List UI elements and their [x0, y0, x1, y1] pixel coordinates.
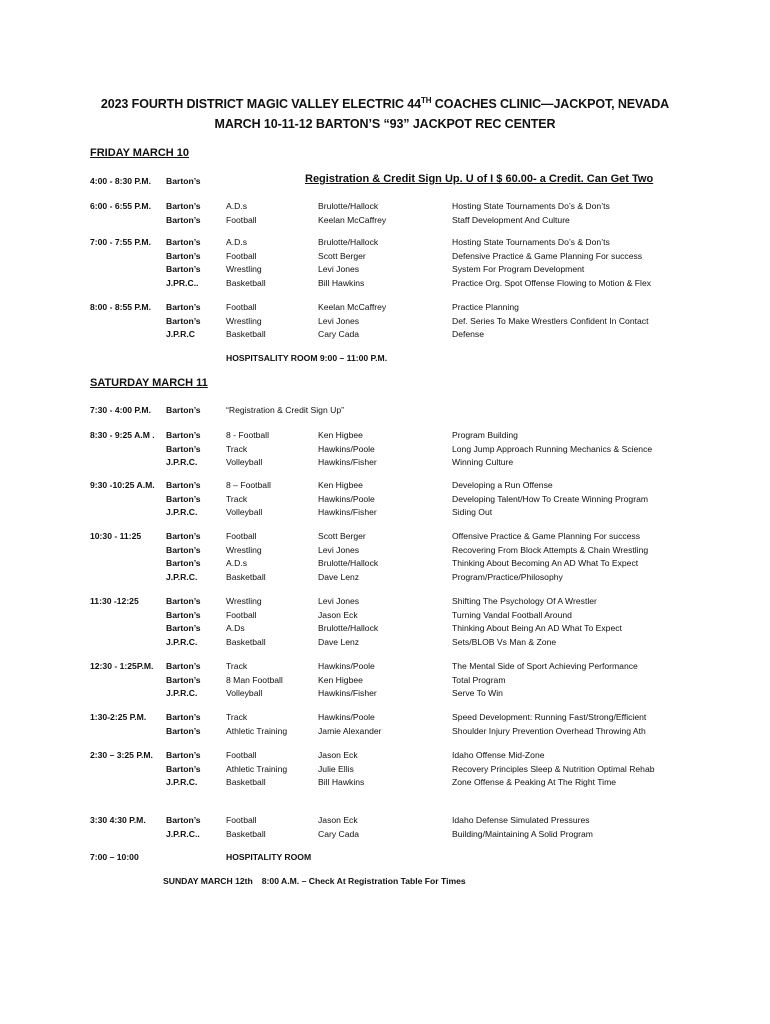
session-title: Shifting The Psychology Of A Wrestler [452, 596, 597, 606]
session-title: Hosting State Tournaments Do’s & Don’ts [452, 237, 610, 247]
friday-heading: FRIDAY MARCH 10 [90, 147, 190, 159]
session-topic-column [226, 301, 266, 342]
session-location: J.P.R.C.. [166, 828, 200, 839]
session-speaker: Hawkins/Poole [318, 443, 375, 454]
session-topic: Track [226, 661, 248, 671]
session-speaker: Julie Ellis [318, 763, 354, 774]
session-location: Barton’s [166, 493, 201, 504]
session-topic-column [226, 595, 266, 649]
saturday-heading: SATURDAY MARCH 11 [90, 377, 208, 389]
session-location: Barton’s [166, 674, 201, 685]
session-speaker: Hawkins/Fisher [318, 688, 377, 699]
session-speaker: Ken Higbee [318, 430, 363, 440]
session-time: 3:30 4:30 P.M. [90, 815, 146, 825]
session-speaker: Levi Jones [318, 264, 360, 275]
session-topic: A.D.s [226, 237, 248, 247]
session-speaker: Brulotte/Hallock [318, 201, 379, 211]
session-speaker: Brulotte/Hallock [318, 558, 379, 569]
document-title-line2: MARCH 10-11-12 BARTON’S “93” JACKPOT REC CENTER [214, 117, 556, 131]
session-speaker-column [318, 711, 382, 738]
session-title-column [452, 236, 651, 290]
session-topic: Basketball [226, 571, 266, 582]
session-location: Barton’s [166, 750, 201, 760]
session-topic-column [226, 711, 287, 738]
session-location-column [166, 479, 201, 520]
session-speaker: Hawkins/Poole [318, 493, 375, 504]
session-title: Practice Planning [452, 302, 519, 312]
session-location: J.P.R.C. [166, 636, 198, 647]
session-speaker-column [318, 200, 386, 227]
session-title-column [452, 200, 610, 227]
session-speaker: Scott Berger [318, 531, 366, 541]
session-speaker-column [318, 814, 359, 841]
session-speaker: Jason Eck [318, 815, 358, 825]
session-location: J.P.R.C. [166, 688, 198, 699]
session-title: Practice Org. Spot Offense Flowing to Motion & Flex [452, 277, 652, 288]
session-speaker: Hawkins/Poole [318, 712, 375, 722]
session-title-column [452, 429, 652, 470]
session-time: 7:00 - 7:55 P.M. [90, 237, 151, 247]
session-title: Idaho Offense Mid-Zone [452, 750, 545, 760]
session-title: Program/Practice/Philosophy [452, 571, 563, 582]
session-title: Def. Series To Make Wrestlers Confident In Contact [452, 315, 649, 326]
session-title: Recovering From Block Attempts & Chain Wrestling [452, 544, 649, 555]
session-title: Thinking About Being An AD What To Expect [452, 623, 622, 634]
session-topic: Football [226, 815, 257, 825]
session-topic: Basketball [226, 277, 266, 288]
session-topic: Track [226, 493, 248, 504]
session-title: The Mental Side of Sport Achieving Performance [452, 661, 638, 671]
session-title: Long Jump Approach Running Mechanics & Science [452, 443, 653, 454]
session-topic: 8 - Football [226, 430, 269, 440]
session-topic: A.D.s [226, 558, 248, 569]
sunday-text: 8:00 A.M. – Check At Registration Table For Times [261, 876, 466, 886]
session-speaker: Levi Jones [318, 544, 360, 555]
sunday-note [163, 876, 466, 886]
session-speaker: Jason Eck [318, 750, 358, 760]
session-title-column [452, 749, 655, 790]
session-location-column [166, 660, 201, 701]
session-location: Barton’s [166, 558, 201, 569]
session-topic: Track [226, 712, 248, 722]
session-speaker: Levi Jones [318, 315, 360, 326]
registration-text: “Registration & Credit Sign Up” [226, 405, 344, 415]
session-location: Barton’s [166, 596, 201, 606]
session-time: 7:30 - 4:00 P.M. [90, 405, 151, 415]
session-location: J.P.R.C. [166, 507, 198, 518]
session-location: Barton’s [166, 480, 201, 490]
session-speaker: Levi Jones [318, 596, 360, 606]
session-title: Developing Talent/How To Create Winning Program [452, 493, 649, 504]
session-title: Hosting State Tournaments Do’s & Don’ts [452, 201, 610, 211]
session-location: J.PR.C.. [166, 277, 199, 288]
session-location: Barton’s [166, 264, 201, 275]
session-location: Barton’s [166, 623, 201, 634]
session-speaker: Dave Lenz [318, 636, 360, 647]
session-location: Barton’s [166, 712, 201, 722]
session-topic: Football [226, 302, 257, 312]
session-location: Barton’s [166, 544, 201, 555]
session-speaker: Hawkins/Fisher [318, 507, 377, 518]
session-speaker-column [318, 236, 378, 290]
session-topic: Volleyball [226, 457, 263, 468]
session-topic: Track [226, 443, 248, 454]
session-topic: A.D.s [226, 201, 248, 211]
session-time: 12:30 - 1:25P.M. [90, 661, 154, 671]
session-topic: Football [226, 250, 257, 261]
session-topic-column [226, 660, 283, 701]
session-speaker: Brulotte/Hallock [318, 623, 379, 634]
session-location: Barton’s [166, 763, 201, 774]
session-topic: Basketball [226, 329, 266, 340]
session-topic: 8 – Football [226, 480, 271, 490]
session-speaker-column [318, 595, 378, 649]
session-speaker-column [318, 429, 377, 470]
session-speaker-column [318, 530, 378, 584]
session-time: 11:30 -12:25 [90, 596, 139, 606]
session-topic: Football [226, 214, 257, 225]
session-title: Speed Development: Running Fast/Strong/Efficient [452, 712, 647, 722]
session-topic: A.Ds [226, 623, 245, 634]
session-time: 2:30 – 3:25 P.M. [90, 750, 153, 760]
friday-hospitality-note: HOSPITSALITY ROOM 9:00 – 11:00 P.M. [226, 353, 388, 363]
session-title: Program Building [452, 430, 518, 440]
session-title: Offensive Practice & Game Planning For success [452, 531, 641, 541]
session-time: 8:00 - 8:55 P.M. [90, 302, 151, 312]
session-title: Developing a Run Offense [452, 480, 553, 490]
session-location: Barton’s [166, 302, 201, 312]
session-title: Sets/BLOB Vs Man & Zone [452, 636, 557, 647]
session-topic: Basketball [226, 636, 266, 647]
session-speaker: Cary Cada [318, 828, 360, 839]
session-speaker: Hawkins/Poole [318, 661, 375, 671]
session-location: Barton’s [166, 201, 201, 211]
session-topic: Basketball [226, 828, 266, 839]
session-speaker: Ken Higbee [318, 480, 363, 490]
session-location: Barton’s [166, 609, 201, 620]
session-location: J.P.R.C. [166, 777, 198, 788]
session-speaker: Scott Berger [318, 250, 366, 261]
session-topic-column [226, 236, 266, 290]
session-speaker: Bill Hawkins [318, 777, 365, 788]
session-speaker: Bill Hawkins [318, 277, 365, 288]
session-topic-column [226, 814, 266, 841]
session-title-column [452, 595, 622, 649]
session-location-column [166, 749, 201, 790]
session-location-column [166, 236, 201, 290]
session-title: Zone Offense & Peaking At The Right Time [452, 777, 617, 788]
session-speaker-column [318, 749, 364, 790]
session-title-column [452, 530, 648, 584]
session-title-column [452, 301, 648, 342]
session-location: Barton’s [166, 443, 201, 454]
session-topic: Athletic Training [226, 725, 288, 736]
session-topic-column [226, 530, 266, 584]
session-title: Idaho Defense Simulated Pressures [452, 815, 590, 825]
session-speaker: Keelan McCaffrey [318, 302, 387, 312]
session-location: Barton’s [166, 250, 201, 261]
session-location: Barton’s [166, 315, 201, 326]
session-title-column [452, 711, 646, 738]
session-speaker: Brulotte/Hallock [318, 237, 379, 247]
session-title: Total Program [452, 674, 506, 685]
session-topic: Wrestling [226, 264, 262, 275]
session-topic-column [226, 429, 269, 470]
session-title: Turning Vandal Football Around [452, 609, 572, 620]
session-location: Barton’s [166, 725, 201, 736]
session-topic: Athletic Training [226, 763, 288, 774]
session-topic: Wrestling [226, 315, 262, 326]
session-title: Recovery Principles Sleep & Nutrition Optimal Rehab [452, 763, 655, 774]
session-topic: Basketball [226, 777, 266, 788]
session-title: Siding Out [452, 507, 493, 518]
session-speaker-column [318, 479, 377, 520]
session-location: Barton’s [166, 237, 201, 247]
session-topic-column [226, 200, 257, 227]
session-time: 10:30 - 11:25 [90, 531, 142, 541]
session-location: Barton’s [166, 214, 201, 225]
session-location-column [166, 301, 201, 342]
session-location: Barton’s [166, 430, 201, 440]
session-title-column [452, 814, 593, 841]
session-topic: Football [226, 531, 257, 541]
session-location: J.P.R.C. [166, 571, 198, 582]
session-speaker: Hawkins/Fisher [318, 457, 377, 468]
session-location-column [166, 200, 201, 227]
session-location: Barton’s [166, 531, 201, 541]
session-topic: Wrestling [226, 544, 262, 555]
session-speaker: Jamie Alexander [318, 725, 382, 736]
session-location-column [166, 711, 201, 738]
session-time: 9:30 -10:25 A.M. [90, 480, 155, 490]
session-location-column [166, 429, 201, 470]
session-topic: 8 Man Football [226, 674, 283, 685]
session-time: 1:30-2:25 P.M. [90, 712, 147, 722]
session-title: Thinking About Becoming An AD What To Expect [452, 558, 639, 569]
session-title: Serve To Win [452, 688, 503, 699]
session-speaker: Keelan McCaffrey [318, 214, 387, 225]
session-title-column [452, 479, 648, 520]
sunday-label: SUNDAY MARCH 12th [163, 876, 253, 886]
session-location: J.P.R.C [166, 329, 195, 340]
session-title-column [452, 660, 638, 701]
session-title: Defense [452, 329, 485, 340]
session-title: Building/Maintaining A Solid Program [452, 828, 593, 839]
session-speaker: Ken Higbee [318, 674, 363, 685]
session-title: Staff Development And Culture [452, 214, 570, 225]
session-topic: Volleyball [226, 688, 263, 699]
session-topic: Football [226, 750, 257, 760]
session-title: Winning Culture [452, 457, 514, 468]
session-topic-column [226, 749, 287, 790]
session-speaker-column [318, 660, 377, 701]
document-title-line1: 2023 FOURTH DISTRICT MAGIC VALLEY ELECTRIC 44TH COACHES CLINIC—JACKPOT, NEVADA [100, 96, 670, 111]
hospitality-label: HOSPITALITY ROOM [226, 852, 312, 862]
session-speaker: Jason Eck [318, 609, 358, 620]
session-time: 7:00 – 10:00 [90, 852, 139, 862]
session-topic: Volleyball [226, 507, 263, 518]
session-speaker: Dave Lenz [318, 571, 360, 582]
session-speaker: Cary Cada [318, 329, 360, 340]
session-time: 8:30 - 9:25 A.M . [90, 430, 155, 440]
session-speaker-column [318, 301, 386, 342]
session-location-column [166, 814, 201, 841]
session-location: Barton’s [166, 815, 201, 825]
session-location: J.P.R.C. [166, 457, 198, 468]
session-location: Barton’s [166, 661, 201, 671]
session-title: Defensive Practice & Game Planning For success [452, 250, 643, 261]
session-topic: Wrestling [226, 596, 262, 606]
session-location: Barton’s [166, 176, 201, 186]
session-topic-column [226, 479, 271, 520]
session-time: 4:00 - 8:30 P.M. [90, 176, 151, 186]
session-location-column [166, 595, 201, 649]
friday-registration-text: Registration & Credit Sign Up. U of I $ 60.00- a Credit. Can Get Two [305, 173, 654, 185]
session-topic: Football [226, 609, 257, 620]
session-location: Barton’s [166, 405, 201, 415]
session-location-column [166, 530, 201, 584]
session-title: Shoulder Injury Prevention Overhead Throwing Ath [452, 725, 646, 736]
session-title: System For Program Development [452, 264, 585, 275]
session-time: 6:00 - 6:55 P.M. [90, 201, 151, 211]
